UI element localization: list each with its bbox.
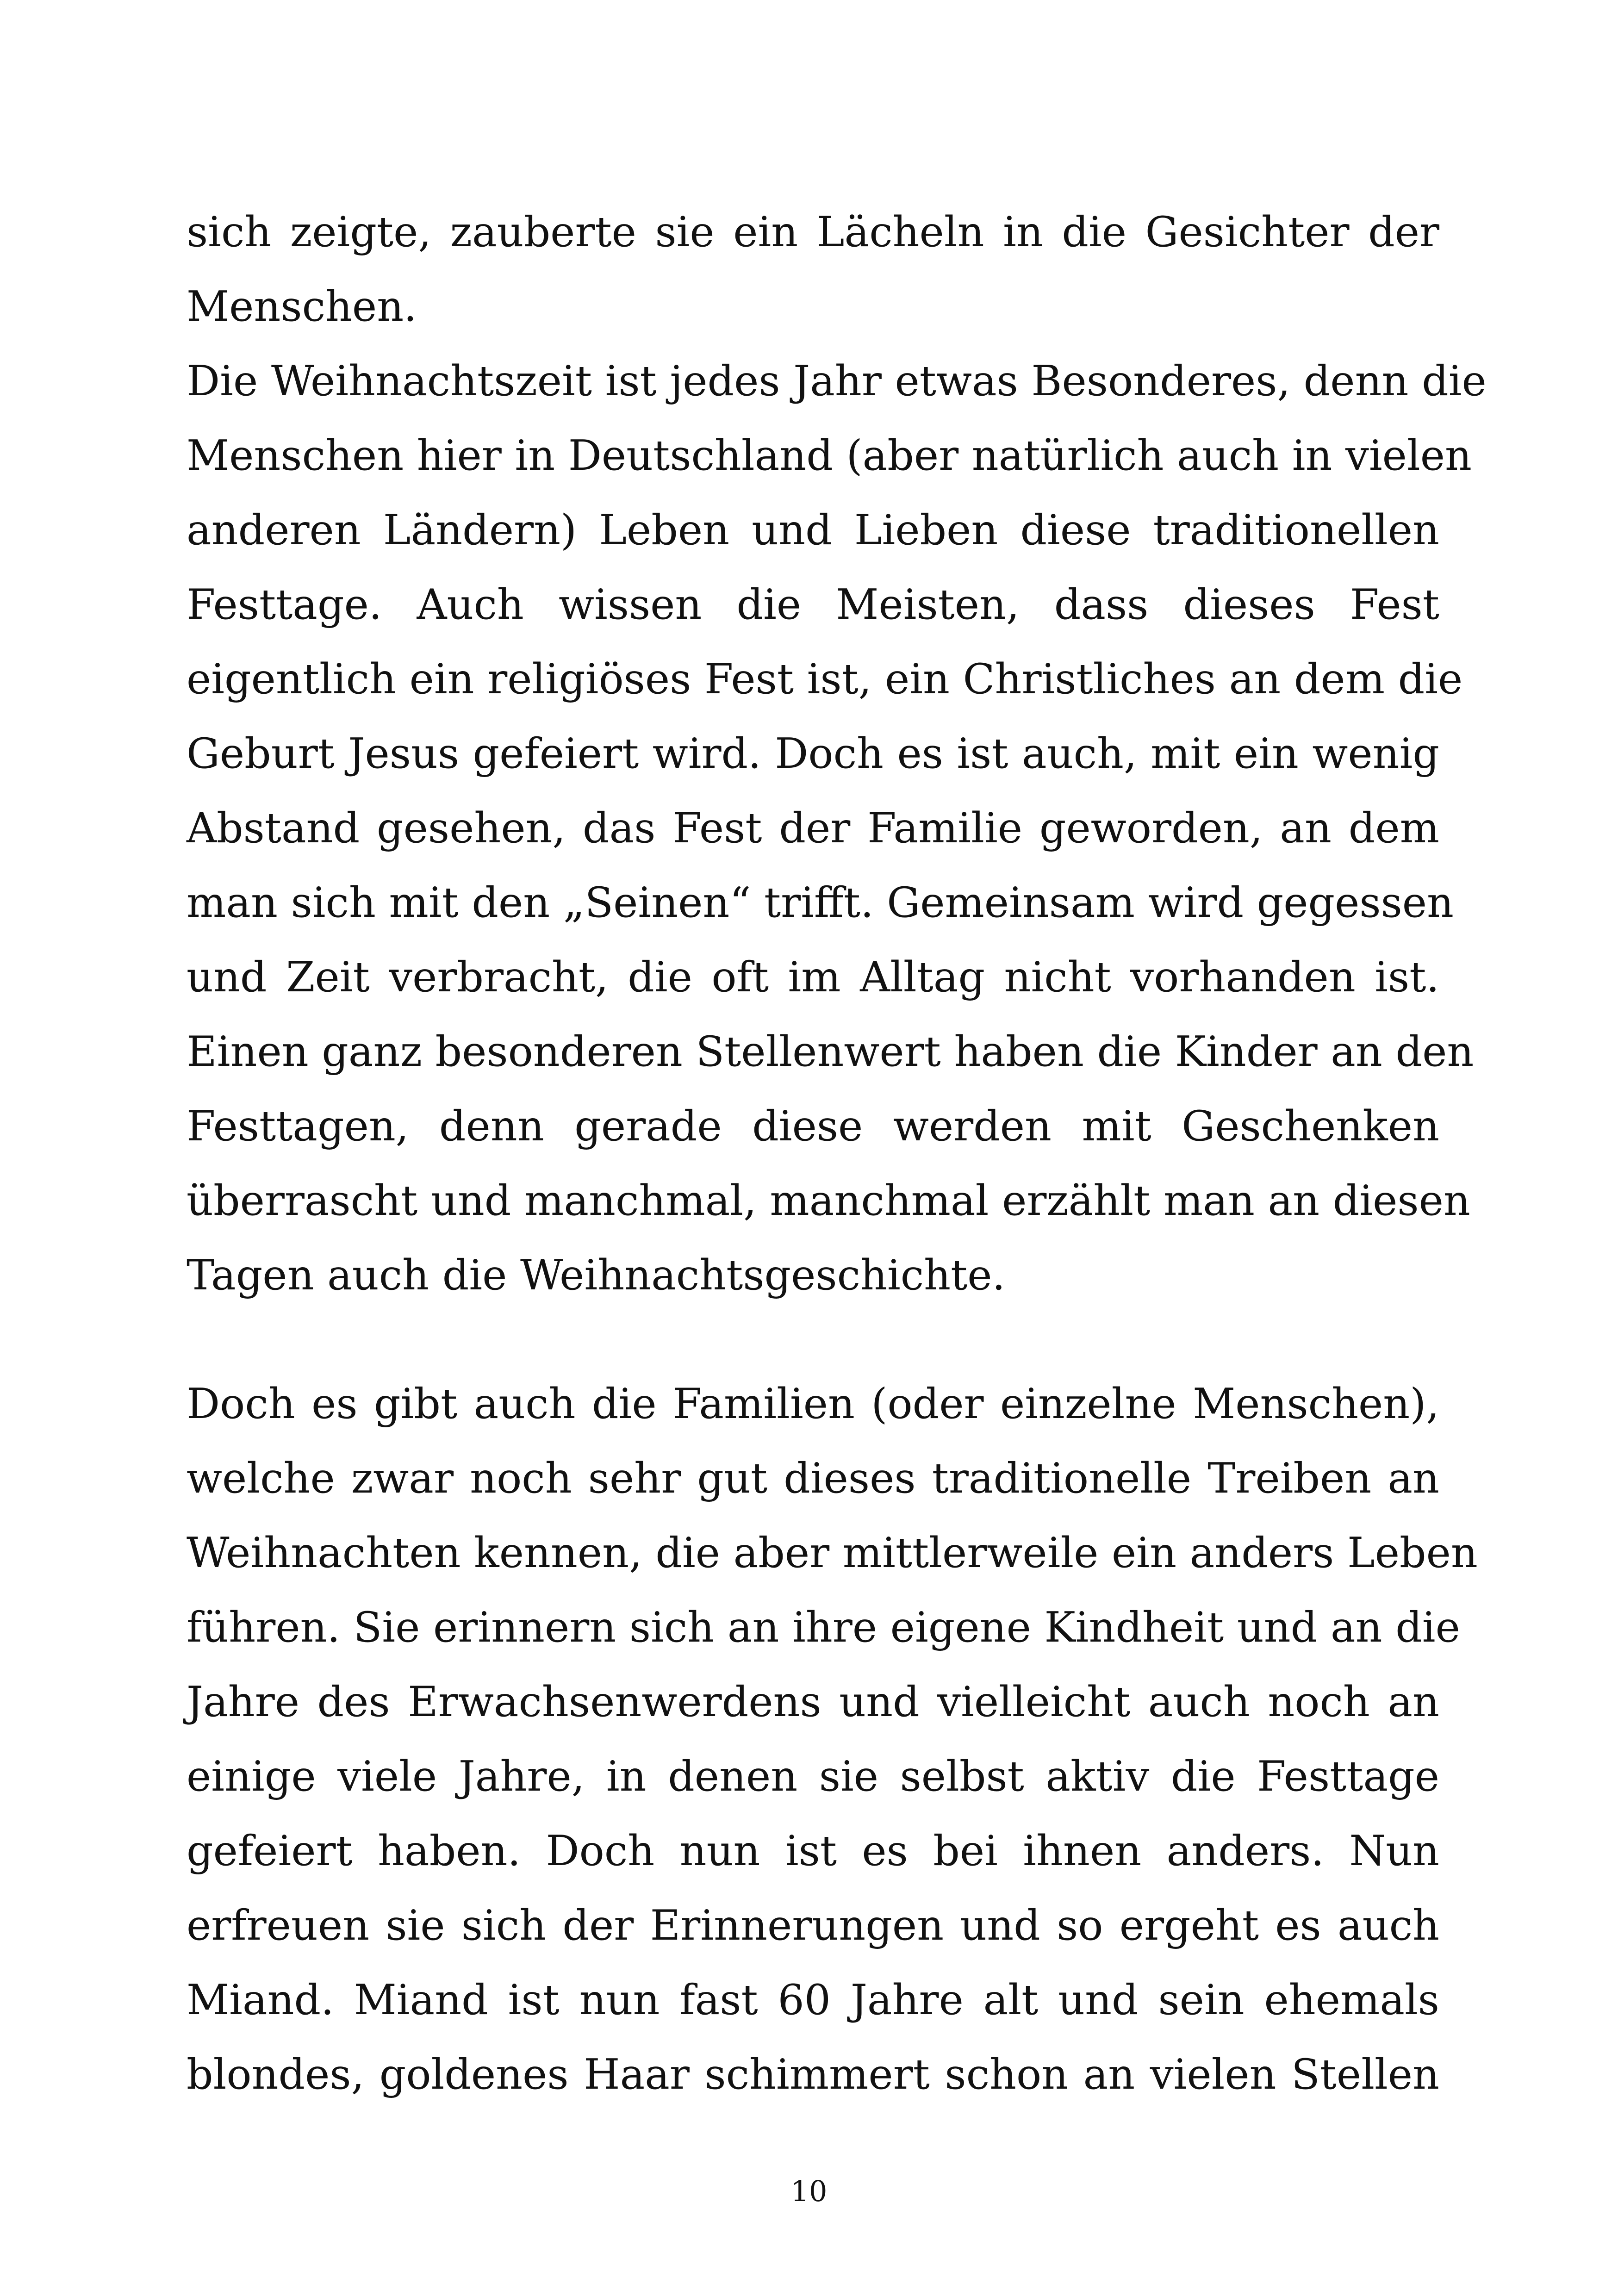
text-line: sich zeigte, zauberte sie ein Lächeln in die Gesichter der: [187, 208, 1439, 256]
text-line: Jahre des Erwachsenwerdens und vielleicht auch noch an: [187, 1678, 1439, 1726]
text-line: und Zeit verbracht, die oft im Alltag nicht vorhanden ist.: [187, 953, 1439, 1002]
text-line: anderen Ländern) Leben und Lieben diese traditionellen: [187, 506, 1439, 554]
paragraph: [187, 1367, 1478, 2112]
text-line: man sich mit den „Seinen“ trifft. Gemeinsam wird gegessen: [187, 878, 1454, 927]
text-line: Geburt Jesus gefeiert wird. Doch es ist auch, mit ein wenig: [187, 729, 1439, 778]
text-line: überrascht und manchmal, manchmal erzählt man an diesen: [187, 1176, 1470, 1225]
text-line: Doch es gibt auch die Familien (oder einzelne Menschen),: [187, 1380, 1439, 1428]
text-line: Menschen.: [187, 282, 417, 331]
text-line: einige viele Jahre, in denen sie selbst aktiv die Festtage: [187, 1752, 1439, 1801]
text-line: Festtage. Auch wissen die Meisten, dass dieses Fest: [187, 580, 1439, 629]
text-line: Miand. Miand ist nun fast 60 Jahre alt und sein ehemals: [187, 1976, 1439, 2024]
paragraph: [187, 195, 1487, 1313]
text-line: führen. Sie erinnern sich an ihre eigene Kindheit und an die: [187, 1603, 1460, 1652]
text-line: gefeiert haben. Doch nun ist es bei ihnen anders. Nun: [187, 1827, 1439, 1875]
text-line: Weihnachten kennen, die aber mittlerweile ein anders Leben: [187, 1529, 1478, 1577]
text-line: Die Weihnachtszeit ist jedes Jahr etwas Besonderes, denn die: [187, 357, 1487, 405]
page-number: 10: [790, 2174, 828, 2208]
text-line: blondes, goldenes Haar schimmert schon an vielen Stellen: [187, 2050, 1439, 2099]
text-line: eigentlich ein religiöses Fest ist, ein Christliches an dem die: [187, 655, 1463, 703]
text-line: Festtagen, denn gerade diese werden mit Geschenken: [187, 1102, 1439, 1151]
text-line: Einen ganz besonderen Stellenwert haben die Kinder an den: [187, 1027, 1474, 1076]
text-line: Menschen hier in Deutschland (aber natürlich auch in vielen: [187, 431, 1472, 480]
text-line: welche zwar noch sehr gut dieses traditionelle Treiben an: [187, 1454, 1439, 1503]
text-line: erfreuen sie sich der Erinnerungen und so ergeht es auch: [187, 1901, 1439, 1950]
text-line: Tagen auch die Weihnachtsgeschichte.: [187, 1251, 1006, 1300]
text-line: Abstand gesehen, das Fest der Familie geworden, an dem: [187, 804, 1439, 852]
